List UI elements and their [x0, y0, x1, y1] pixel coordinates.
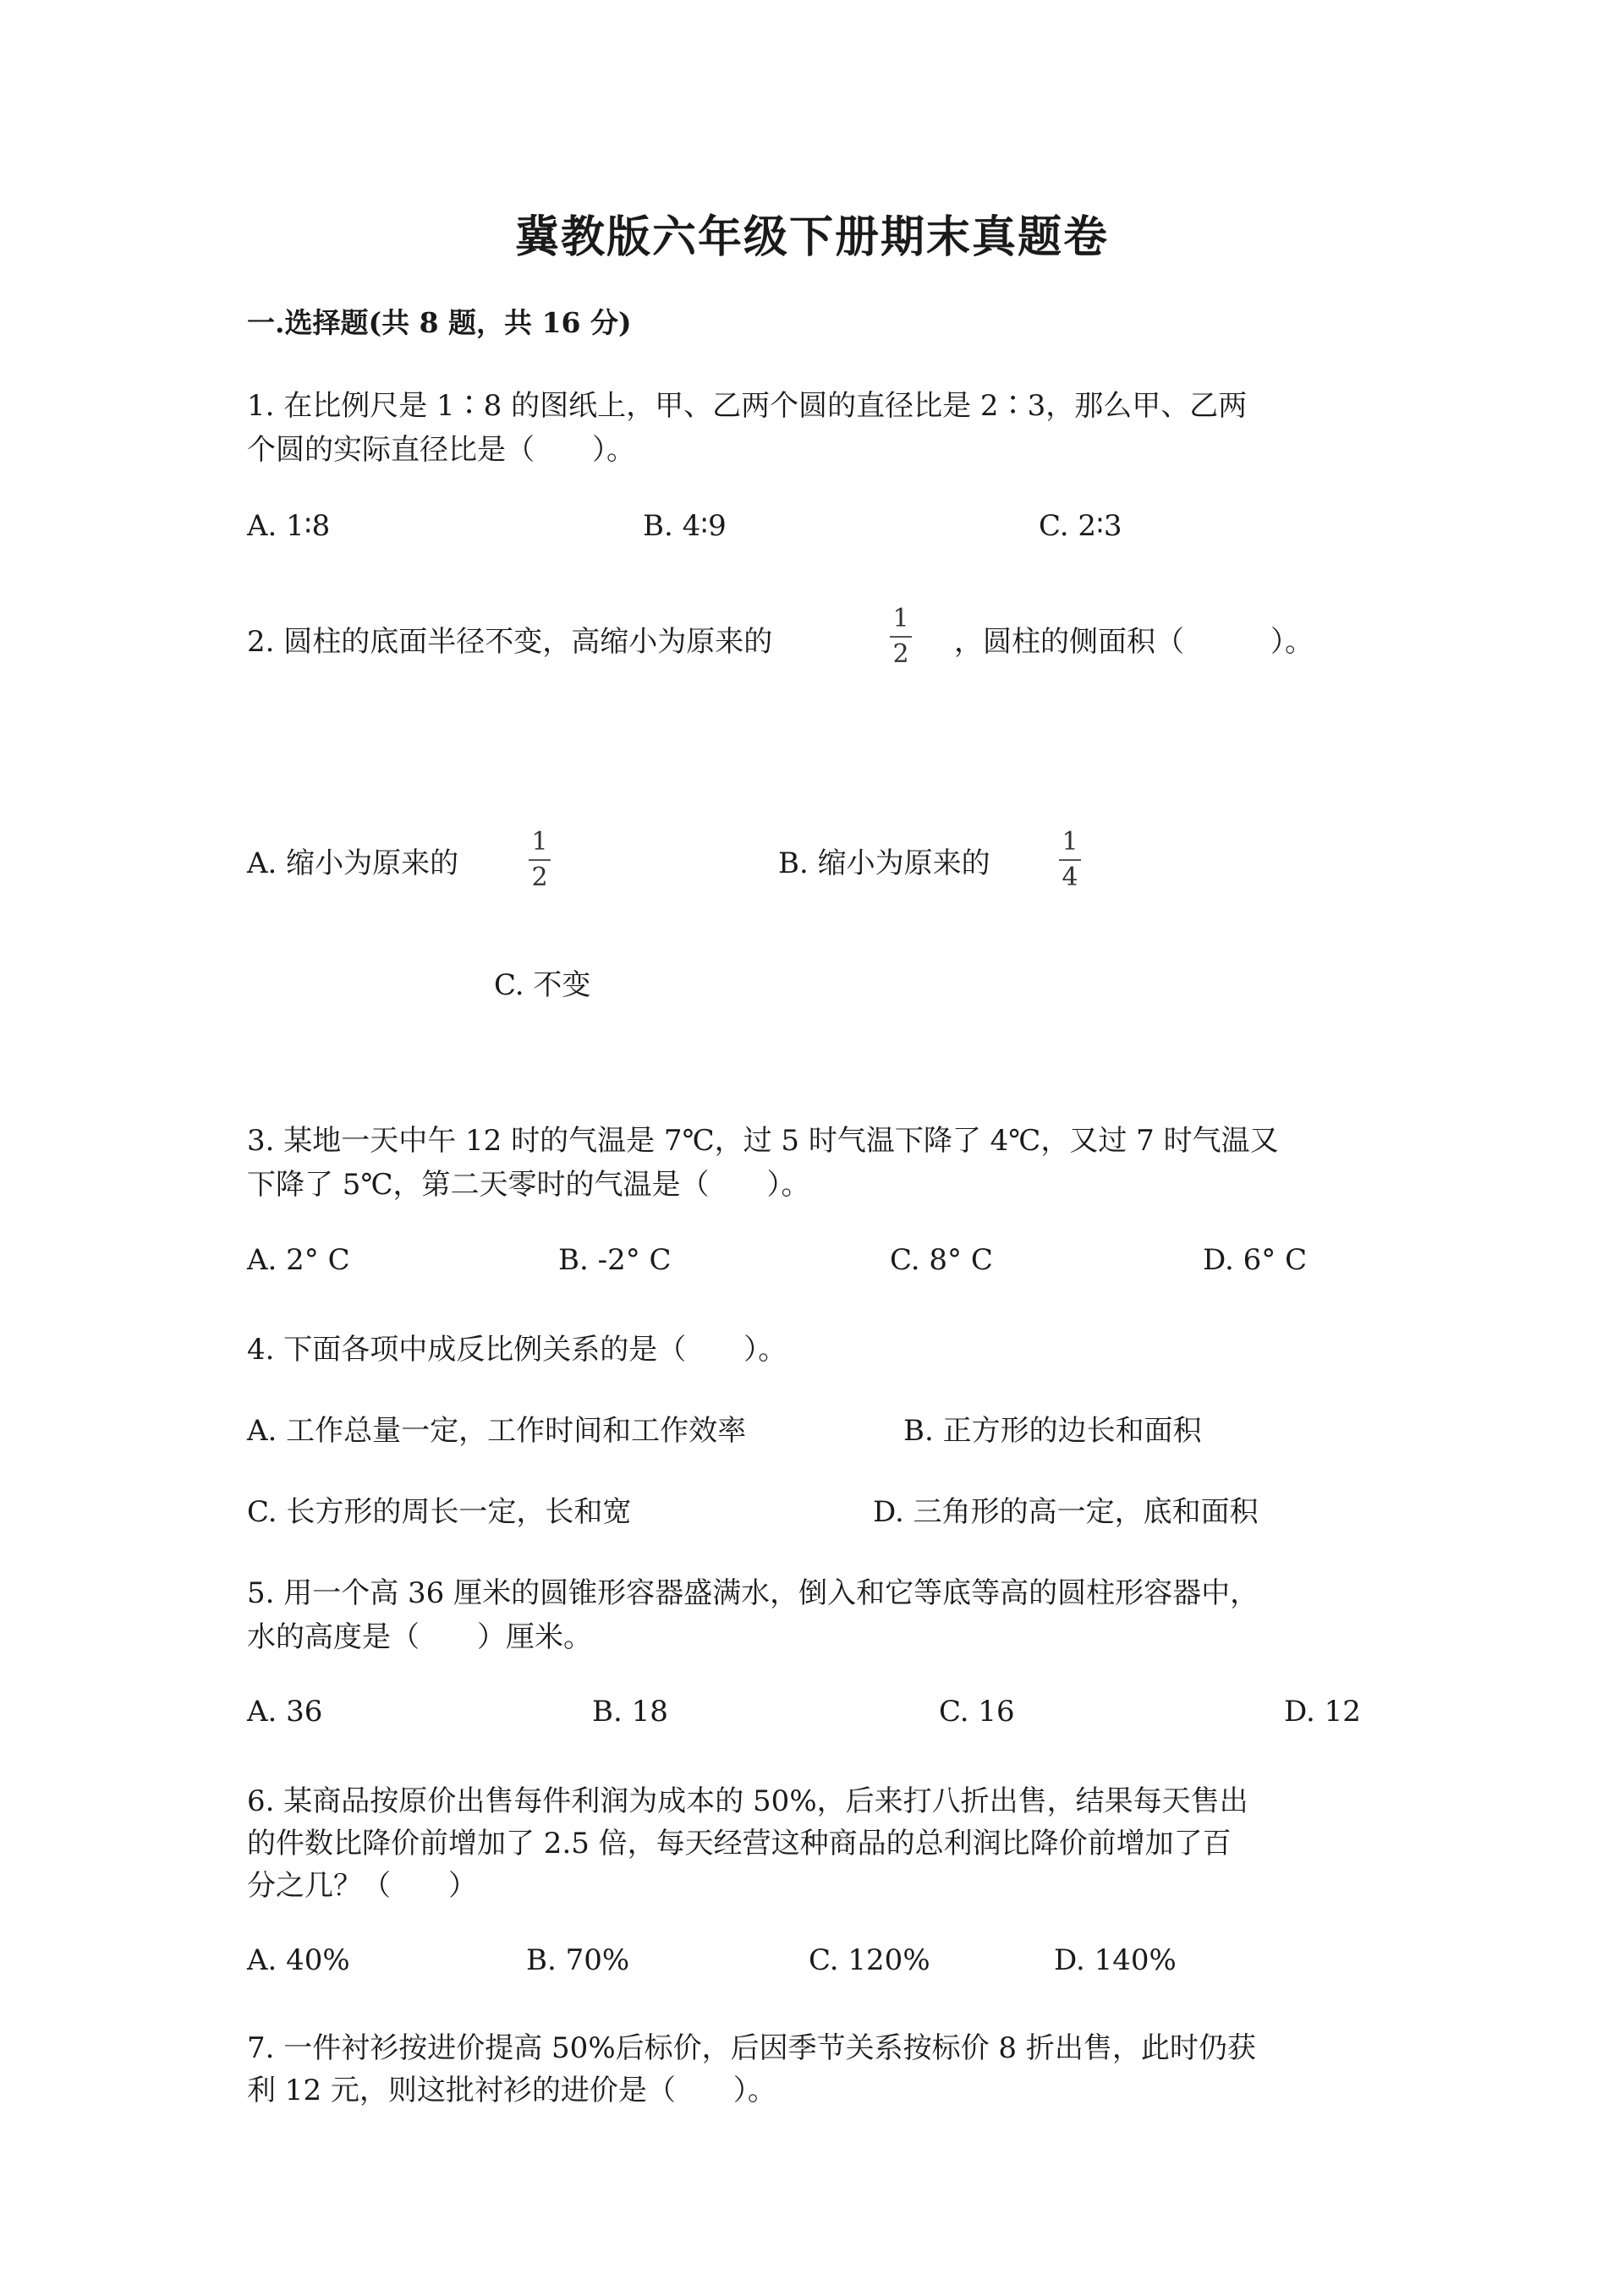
q3-option-b: B. -2° C	[558, 1243, 672, 1277]
q6-line3: 分之几？（ ）	[247, 1869, 477, 1903]
q5-option-d: D. 12	[1284, 1695, 1361, 1729]
q2-option-a-fraction	[529, 827, 551, 893]
q2a-denominator: 2	[531, 863, 548, 892]
q3-line1: 3. 某地一天中午 12 时的气温是 7℃，过 5 时气温下降了 4℃，又过 7 时气温又	[247, 1124, 1279, 1158]
q2-option-b: B. 缩小为原来的	[778, 847, 990, 880]
q3-line2: 下降了 5℃，第二天零时的气温是（ ）。	[247, 1168, 810, 1202]
q2b-numerator: 1	[1062, 827, 1078, 857]
q4-line1: 4. 下面各项中成反比例关系的是（ ）。	[247, 1333, 787, 1367]
q1-option-c: C. 2∶3	[1039, 509, 1122, 543]
q4-option-c: C. 长方形的周长一定，长和宽	[247, 1495, 632, 1529]
q6-option-b: B. 70%	[526, 1943, 630, 1977]
q2b-denominator: 4	[1062, 863, 1078, 892]
q2-fraction	[890, 604, 912, 670]
q4-option-d: D. 三角形的高一定，底和面积	[873, 1495, 1259, 1529]
q1-option-b: B. 4∶9	[643, 509, 727, 543]
q6-option-a: A. 40%	[247, 1943, 350, 1977]
q4-option-b: B. 正方形的边长和面积	[903, 1414, 1202, 1448]
q5-line2: 水的高度是（ ）厘米。	[247, 1620, 592, 1654]
q7-line1: 7. 一件衬衫按进价提高 50%后标价，后因季节关系按标价 8 折出售，此时仍获	[247, 2031, 1256, 2065]
q2-option-b-fraction	[1059, 827, 1081, 893]
page-title: 冀教版六年级下册期末真题卷	[514, 211, 1109, 263]
q1-line2: 个圆的实际直径比是（ ）。	[247, 433, 635, 467]
q6-line2: 的件数比降价前增加了 2.5 倍，每天经营这种商品的总利润比降价前增加了百	[247, 1827, 1232, 1860]
q5-option-c: C. 16	[939, 1695, 1015, 1729]
q7-line2: 利 12 元，则这批衬衫的进价是（ ）。	[247, 2074, 776, 2107]
q5-option-b: B. 18	[592, 1695, 668, 1729]
q2-fraction-denominator: 2	[892, 639, 909, 669]
q4-option-a: A. 工作总量一定，工作时间和工作效率	[247, 1414, 747, 1448]
section-heading: 一.选择题(共 8 题，共 16 分)	[247, 306, 632, 339]
q1-line1: 1. 在比例尺是 1∶8 的图纸上，甲、乙两个圆的直径比是 2∶3，那么甲、乙两	[247, 389, 1248, 423]
q2-option-a: A. 缩小为原来的	[247, 847, 459, 880]
fraction-bar	[1059, 859, 1081, 861]
q5-line1: 5. 用一个高 36 厘米的圆锥形容器盛满水，倒入和它等底等高的圆柱形容器中，	[247, 1576, 1259, 1610]
q6-line1: 6. 某商品按原价出售每件利润为成本的 50%，后来打八折出售，结果每天售出	[247, 1784, 1248, 1818]
q6-option-d: D. 140%	[1054, 1943, 1177, 1977]
q5-option-a: A. 36	[247, 1695, 323, 1729]
q6-option-c: C. 120%	[809, 1943, 930, 1977]
q2-line1-before: 2. 圆柱的底面半径不变，高缩小为原来的	[247, 625, 773, 659]
q3-option-d: D. 6° C	[1203, 1243, 1308, 1277]
fraction-bar	[529, 859, 551, 861]
q1-option-a: A. 1∶8	[247, 509, 331, 543]
q2-option-c: C. 不变	[494, 968, 591, 1002]
fraction-bar	[890, 636, 912, 638]
q2-line1-after: ，圆柱的侧面积（ ）。	[954, 625, 1314, 659]
q2-fraction-numerator: 1	[892, 604, 909, 633]
q3-option-c: C. 8° C	[890, 1243, 993, 1277]
q2a-numerator: 1	[531, 827, 548, 857]
q3-option-a: A. 2° C	[247, 1243, 350, 1277]
